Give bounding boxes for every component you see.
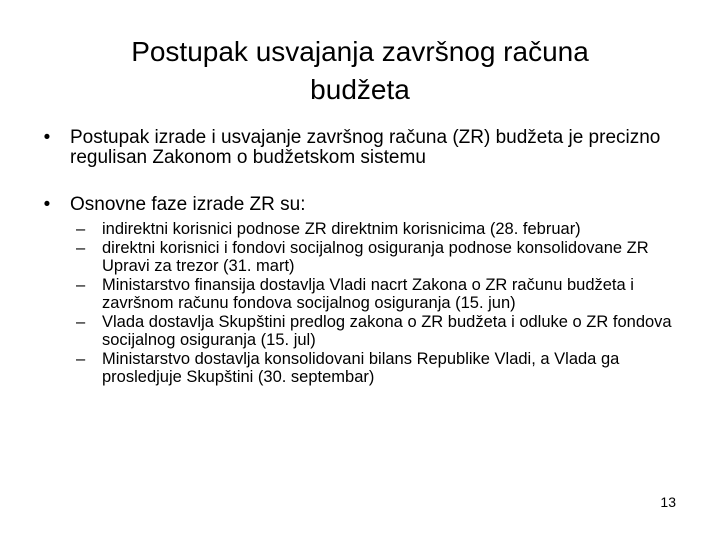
bullet-item xyxy=(43,194,670,215)
bullet-marker: • xyxy=(43,194,51,215)
sub-bullet-marker: – xyxy=(76,275,86,294)
sub-bullet-text: indirektni korisnici podnose ZR direktnim korisnicima (28. februar) xyxy=(102,220,581,238)
bullet-text: Postupak izrade i usvajanje završnog računa (ZR) budžeta je precizno regulisan Zakonom o budžetskom sistemu xyxy=(70,127,661,168)
sub-bullet-item xyxy=(76,275,682,313)
sub-bullet-list xyxy=(76,220,682,387)
sub-bullet-marker: – xyxy=(76,220,86,238)
sub-bullet-text: Ministarstvo dostavlja konsolidovani bilans Republike Vladi, a Vlada ga prosledjuje Skupštini (30. septembar) xyxy=(102,349,620,386)
sub-bullet-marker: – xyxy=(76,238,86,257)
sub-bullet-marker: – xyxy=(76,312,86,331)
bullet-marker: • xyxy=(43,127,51,148)
title-line-2: budžeta xyxy=(310,74,410,105)
page-number: 13 xyxy=(660,494,676,510)
sub-bullet-text: Vlada dostavlja Skupštini predlog zakona o ZR budžeta i odluke o ZR fondova socijalnog osiguranja (15. jul) xyxy=(102,312,672,349)
sub-bullet-item xyxy=(76,238,682,276)
bullet-item xyxy=(43,127,670,168)
slide-title xyxy=(60,33,660,109)
title-line-1: Postupak usvajanja završnog računa xyxy=(131,36,589,67)
sub-bullet-item xyxy=(76,312,682,350)
sub-bullet-item xyxy=(76,349,682,387)
sub-bullet-text: Ministarstvo finansija dostavlja Vladi nacrt Zakona o ZR računu budžeta i završnom računu fondova socijalnog osiguranja (15. jun) xyxy=(102,275,634,312)
sub-bullet-item xyxy=(76,220,682,239)
sub-bullet-text: direktni korisnici i fondovi socijalnog osiguranja podnose konsolidovane ZR Upravi za trezor (31. mart) xyxy=(102,238,649,275)
bullet-text: Osnovne faze izrade ZR su: xyxy=(70,194,306,215)
sub-bullet-marker: – xyxy=(76,349,86,368)
